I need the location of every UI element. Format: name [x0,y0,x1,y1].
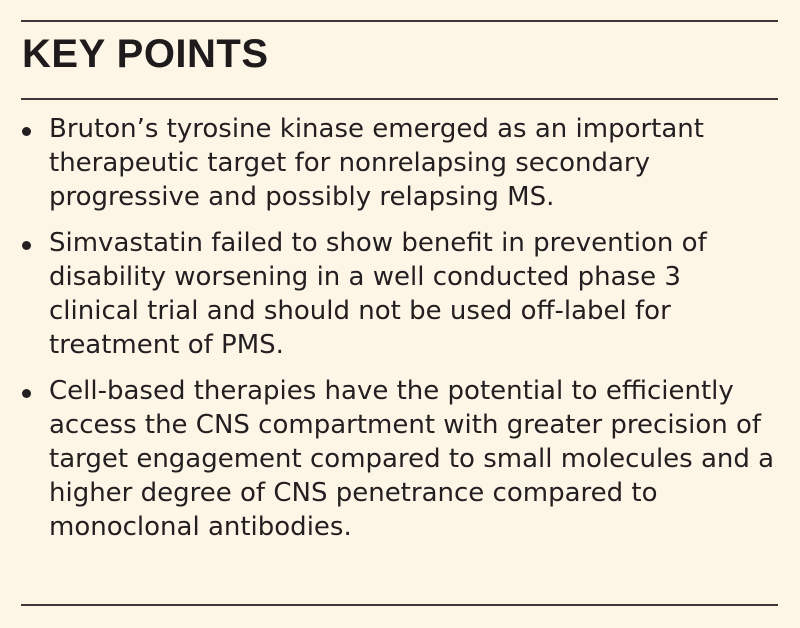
key-point-item [22,374,777,544]
title-divider [21,98,778,100]
key-point-text: Bruton’s tyrosine kinase emerged as an important therapeutic target for nonrelapsing secondary progressive and possibly relapsing MS. [49,114,704,212]
key-point-text: Cell-based therapies have the potential to efficiently access the CNS compartment with greater precision of target engagement compared to small molecules and a higher degree of CNS penetrance compared to monoclonal antibodies. [49,376,775,542]
key-points-list [22,112,777,556]
bullet-icon [22,127,31,136]
key-point-item [22,112,777,214]
bullet-icon [22,241,31,250]
key-point-item [22,226,777,362]
box-title: KEY POINTS [22,32,269,76]
key-point-text: Simvastatin failed to show benefit in prevention of disability worsening in a well conducted phase 3 clinical trial and should not be used off-label for treatment of PMS. [49,228,707,360]
bottom-rule [21,604,778,606]
bullet-icon [22,389,31,398]
top-rule [21,20,778,22]
